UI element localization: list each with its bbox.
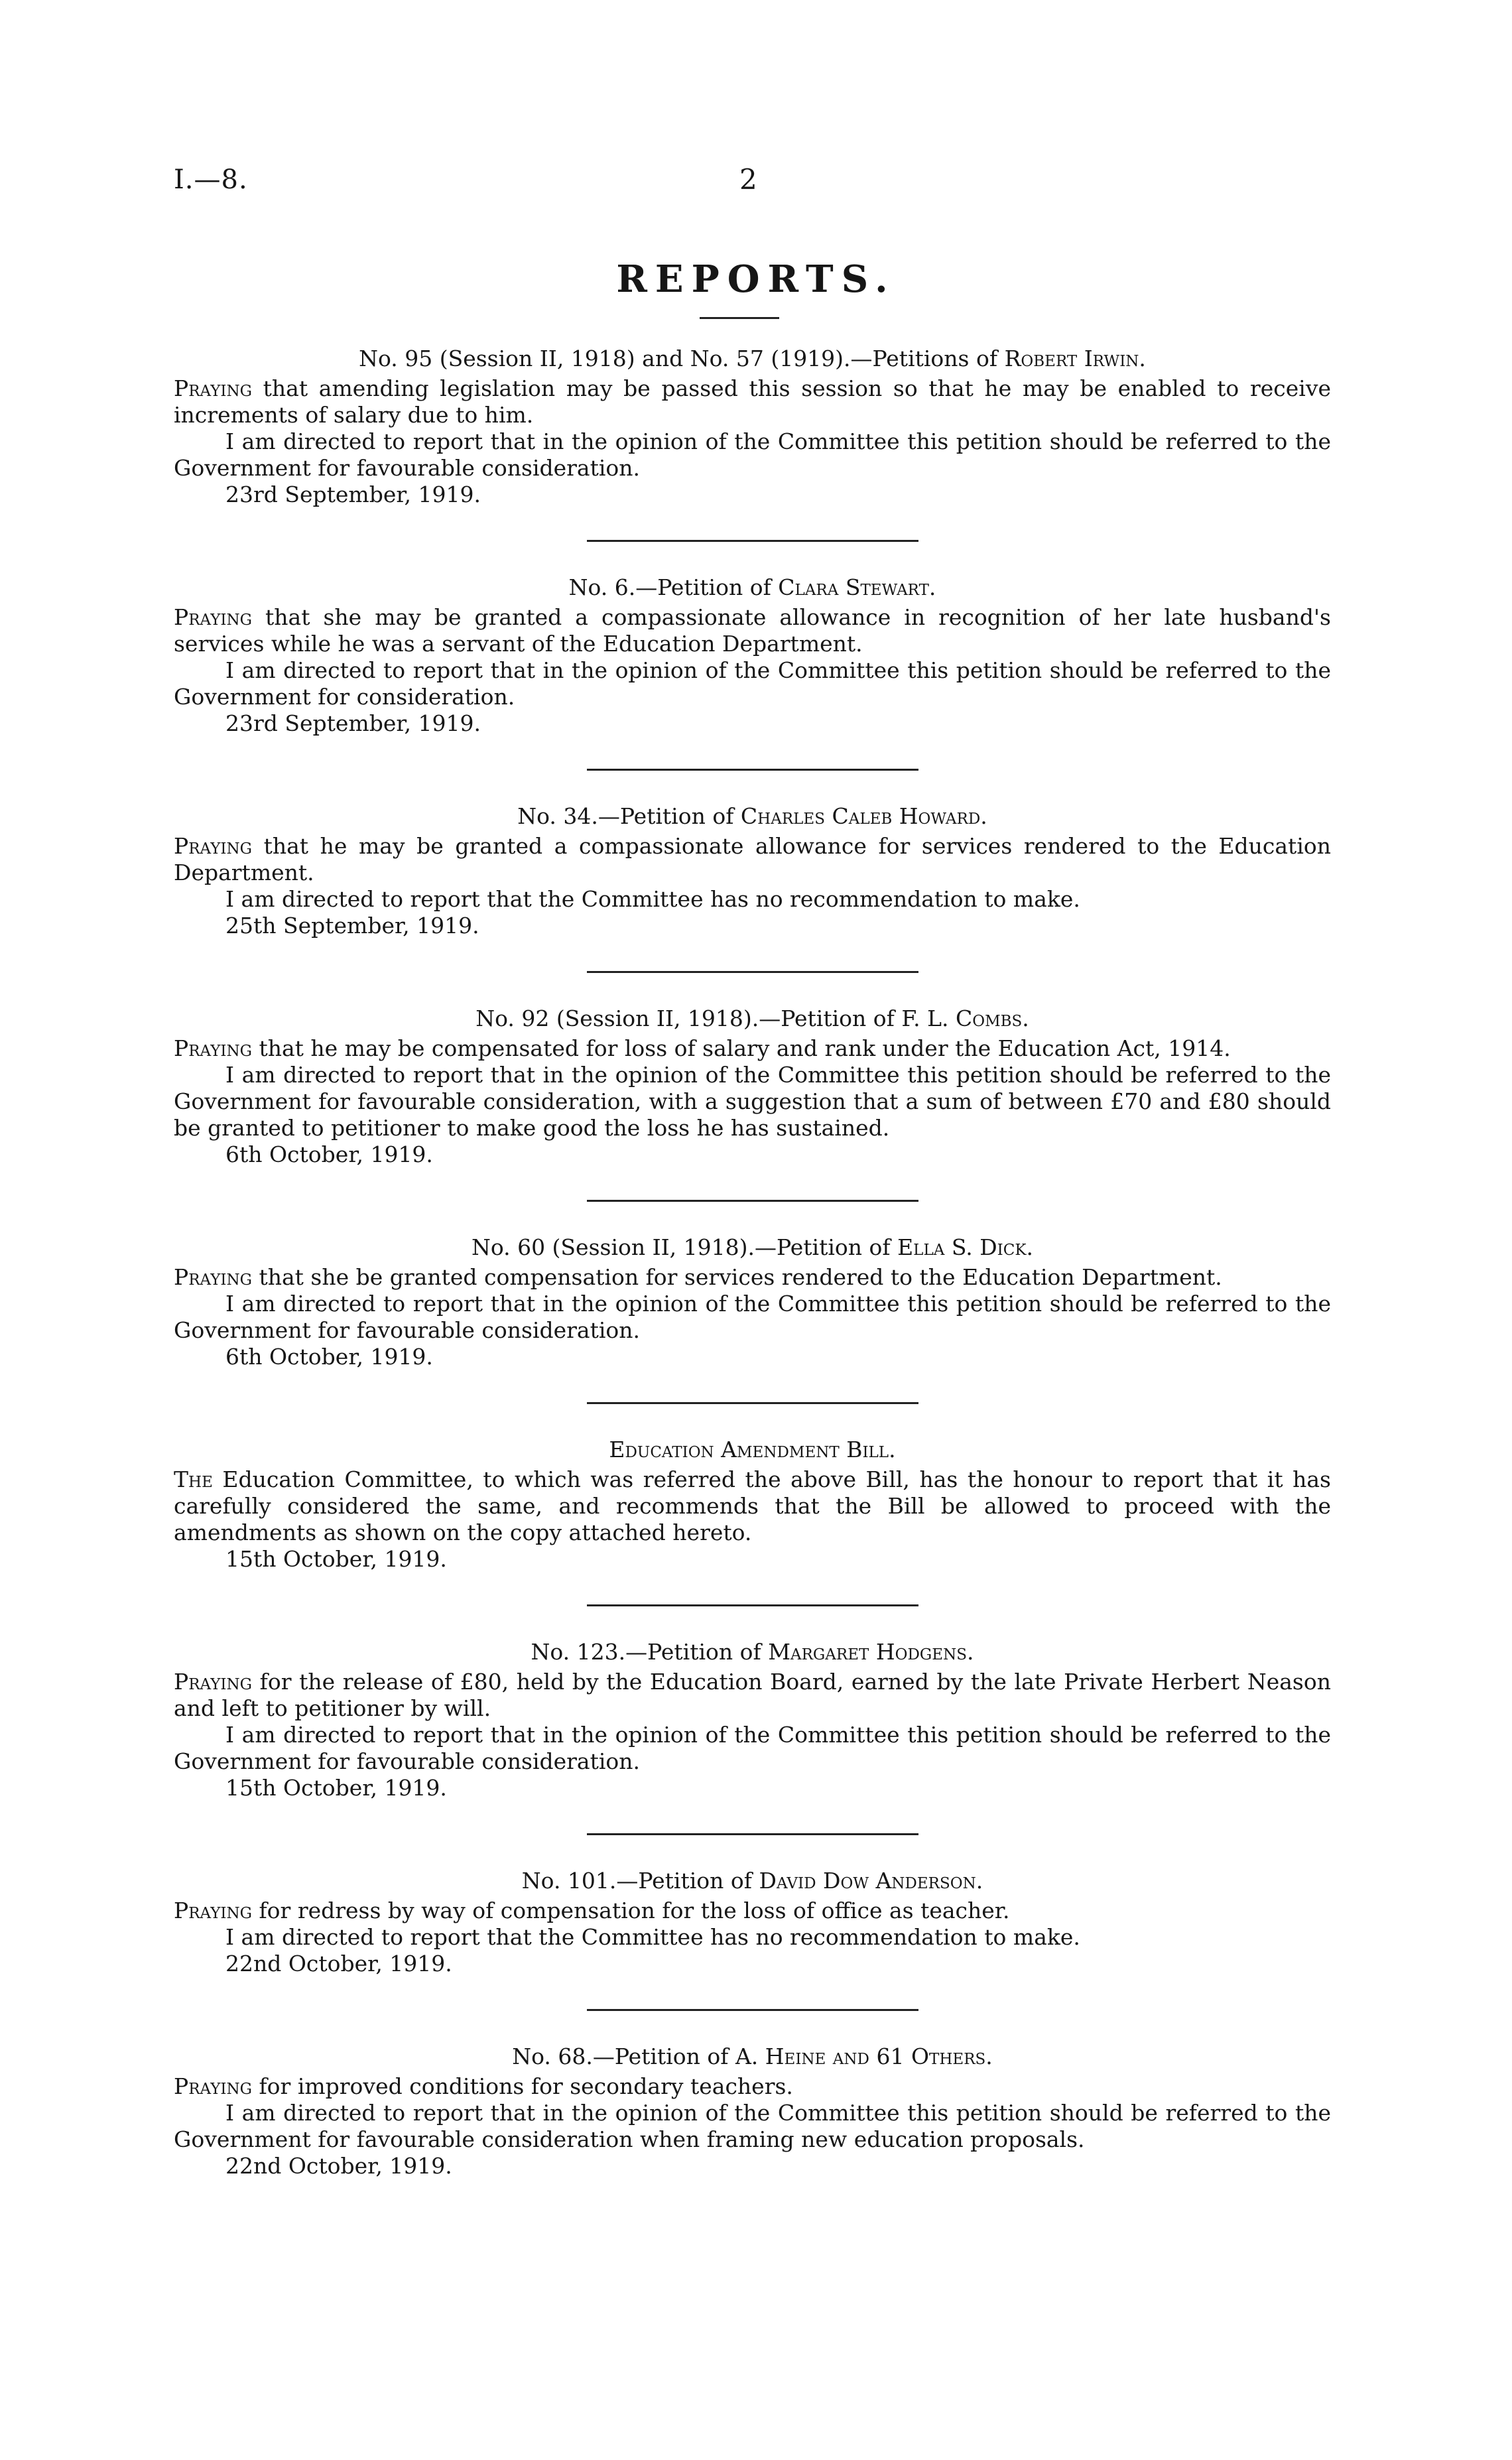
section-heading: [174, 345, 1331, 373]
praying-lead: Praying: [174, 1035, 252, 1061]
report-paragraph: I am directed to report that in the opinion of the Committee this petition should be referred to the Government for favourable consideration when framing new education proposals.: [174, 2100, 1331, 2152]
report-date: 23rd September, 1919.: [225, 482, 481, 507]
praying-paragraph: [174, 1898, 1331, 1924]
petitioner-name: Robert Irwin.: [1004, 346, 1146, 371]
report-paragraph: I am directed to report that in the opinion of the Committee this petition should be referred to the Government for consideration.: [174, 657, 1331, 710]
petitioner-name: Margaret Hodgens.: [768, 1639, 974, 1665]
petitioner-name: Clara Stewart.: [778, 574, 936, 600]
report-section: [174, 1005, 1331, 1168]
praying-paragraph: [174, 1669, 1331, 1722]
heading-prefix: No. 123.—Petition of: [531, 1639, 761, 1665]
report-date: 15th October, 1919.: [225, 1546, 447, 1572]
report-section: [174, 2043, 1331, 2179]
section-divider: [587, 1833, 918, 1835]
praying-text: for the release of £80, held by the Education Board, earned by the late Private Herbert Neason and left to petitioner by will.: [174, 1669, 1331, 1721]
heading-prefix: No. 68.—Petition of: [512, 2043, 729, 2069]
praying-paragraph: [174, 1035, 1331, 1062]
report-section: [174, 1638, 1331, 1801]
report-section: [174, 1436, 1331, 1573]
report-paragraph: I am directed to report that the Committee has no recommendation to make.: [225, 886, 1080, 912]
section-heading: [174, 574, 1331, 602]
heading-prefix: No. 60 (Session II, 1918).—Petition of: [471, 1234, 891, 1260]
petitioner-name: A. Heine and 61 Others.: [735, 2043, 993, 2069]
praying-text: that he may be granted a compassionate allowance for services rendered to the Education Department.: [174, 833, 1331, 885]
heading-prefix: No. 6.—Petition of: [568, 574, 771, 600]
section-divider: [587, 1402, 918, 1404]
praying-paragraph: [174, 833, 1331, 886]
reports-body: [174, 345, 1331, 2179]
praying-text: that she be granted compensation for services rendered to the Education Department.: [259, 1264, 1222, 1290]
report-date: 22nd October, 1919.: [225, 2153, 452, 2179]
heading-prefix: No. 101.—Petition of: [521, 1868, 752, 1894]
praying-text: that she may be granted a compassionate allowance in recognition of her late husband's services while he was a servant of the Education Department.: [174, 604, 1331, 657]
report-date: 23rd September, 1919.: [225, 710, 481, 736]
report-paragraph: I am directed to report that in the opinion of the Committee this petition should be referred to the Government for favourable consideration.: [174, 428, 1331, 481]
bill-paragraph: [174, 1466, 1331, 1546]
section-divider: [587, 1200, 918, 1202]
report-paragraph: I am directed to report that the Committee has no recommendation to make.: [225, 1924, 1080, 1950]
report-date: 6th October, 1919.: [225, 1344, 433, 1370]
praying-lead: Praying: [174, 1264, 252, 1290]
praying-lead: Praying: [174, 375, 252, 401]
section-divider: [587, 1604, 918, 1606]
bill-text: Education Committee, to which was referred the above Bill, has the honour to report that it has carefully considered the same, and recommends that the Bill be allowed to proceed with the amendments as shown on the copy attached hereto.: [174, 1466, 1331, 1545]
section-heading: [174, 1867, 1331, 1895]
section-divider: [587, 769, 918, 771]
heading-prefix: No. 92 (Session II, 1918).—Petition of: [475, 1005, 895, 1031]
title-rule: [700, 317, 779, 319]
praying-text: for improved conditions for secondary teachers.: [259, 2073, 793, 2099]
report-section: [174, 1867, 1331, 1977]
praying-lead: Praying: [174, 833, 252, 859]
section-divider: [587, 971, 918, 973]
petitioner-name: Charles Caleb Howard.: [740, 803, 987, 829]
section-heading: [174, 1436, 1331, 1464]
praying-paragraph: [174, 2073, 1331, 2100]
praying-paragraph: [174, 375, 1331, 428]
page-number: 2: [739, 163, 757, 196]
report-date: 15th October, 1919.: [225, 1775, 447, 1801]
praying-text: that he may be compensated for loss of salary and rank under the Education Act, 1914.: [259, 1035, 1231, 1061]
section-heading: [174, 1234, 1331, 1262]
report-date: 25th September, 1919.: [225, 913, 479, 939]
praying-paragraph: [174, 604, 1331, 657]
section-heading: [174, 803, 1331, 830]
report-section: [174, 803, 1331, 939]
petitioner-name: Ella S. Dick.: [897, 1234, 1034, 1260]
paragraph-lead: The: [174, 1466, 213, 1492]
praying-lead: Praying: [174, 2073, 252, 2099]
report-paragraph: I am directed to report that in the opinion of the Committee this petition should be referred to the Government for favourable consideration, with a suggestion that a sum of between £70 and £80 should be granted to petitioner to make good the loss he has sustained.: [174, 1062, 1331, 1141]
petitioner-name: F. L. Combs.: [901, 1005, 1029, 1031]
bill-title: Education Amendment Bill.: [609, 1437, 896, 1462]
document-reference: I.—8.: [174, 164, 248, 195]
section-heading: [174, 1638, 1331, 1666]
section-divider: [587, 2009, 918, 2011]
praying-text: for redress by way of compensation for the loss of office as teacher.: [259, 1898, 1010, 1923]
heading-prefix: No. 95 (Session II, 1918) and No. 57 (1919).—Petitions of: [359, 346, 998, 371]
report-paragraph: I am directed to report that in the opinion of the Committee this petition should be referred to the Government for favourable consideration.: [174, 1291, 1331, 1343]
report-section: [174, 574, 1331, 737]
report-section: [174, 345, 1331, 508]
praying-lead: Praying: [174, 604, 252, 630]
section-heading: [174, 2043, 1331, 2071]
praying-lead: Praying: [174, 1669, 252, 1695]
report-paragraph: I am directed to report that in the opinion of the Committee this petition should be referred to the Government for favourable consideration.: [174, 1722, 1331, 1774]
praying-text: that amending legislation may be passed this session so that he may be enabled to receive increments of salary due to him.: [174, 375, 1331, 428]
report-date: 6th October, 1919.: [225, 1141, 433, 1167]
praying-lead: Praying: [174, 1898, 252, 1923]
section-heading: [174, 1005, 1331, 1033]
report-date: 22nd October, 1919.: [225, 1951, 452, 1976]
report-section: [174, 1234, 1331, 1370]
heading-prefix: No. 34.—Petition of: [517, 803, 734, 829]
praying-paragraph: [174, 1264, 1331, 1291]
section-divider: [587, 540, 918, 542]
petitioner-name: David Dow Anderson.: [759, 1868, 983, 1894]
page-title: REPORTS.: [616, 257, 896, 301]
